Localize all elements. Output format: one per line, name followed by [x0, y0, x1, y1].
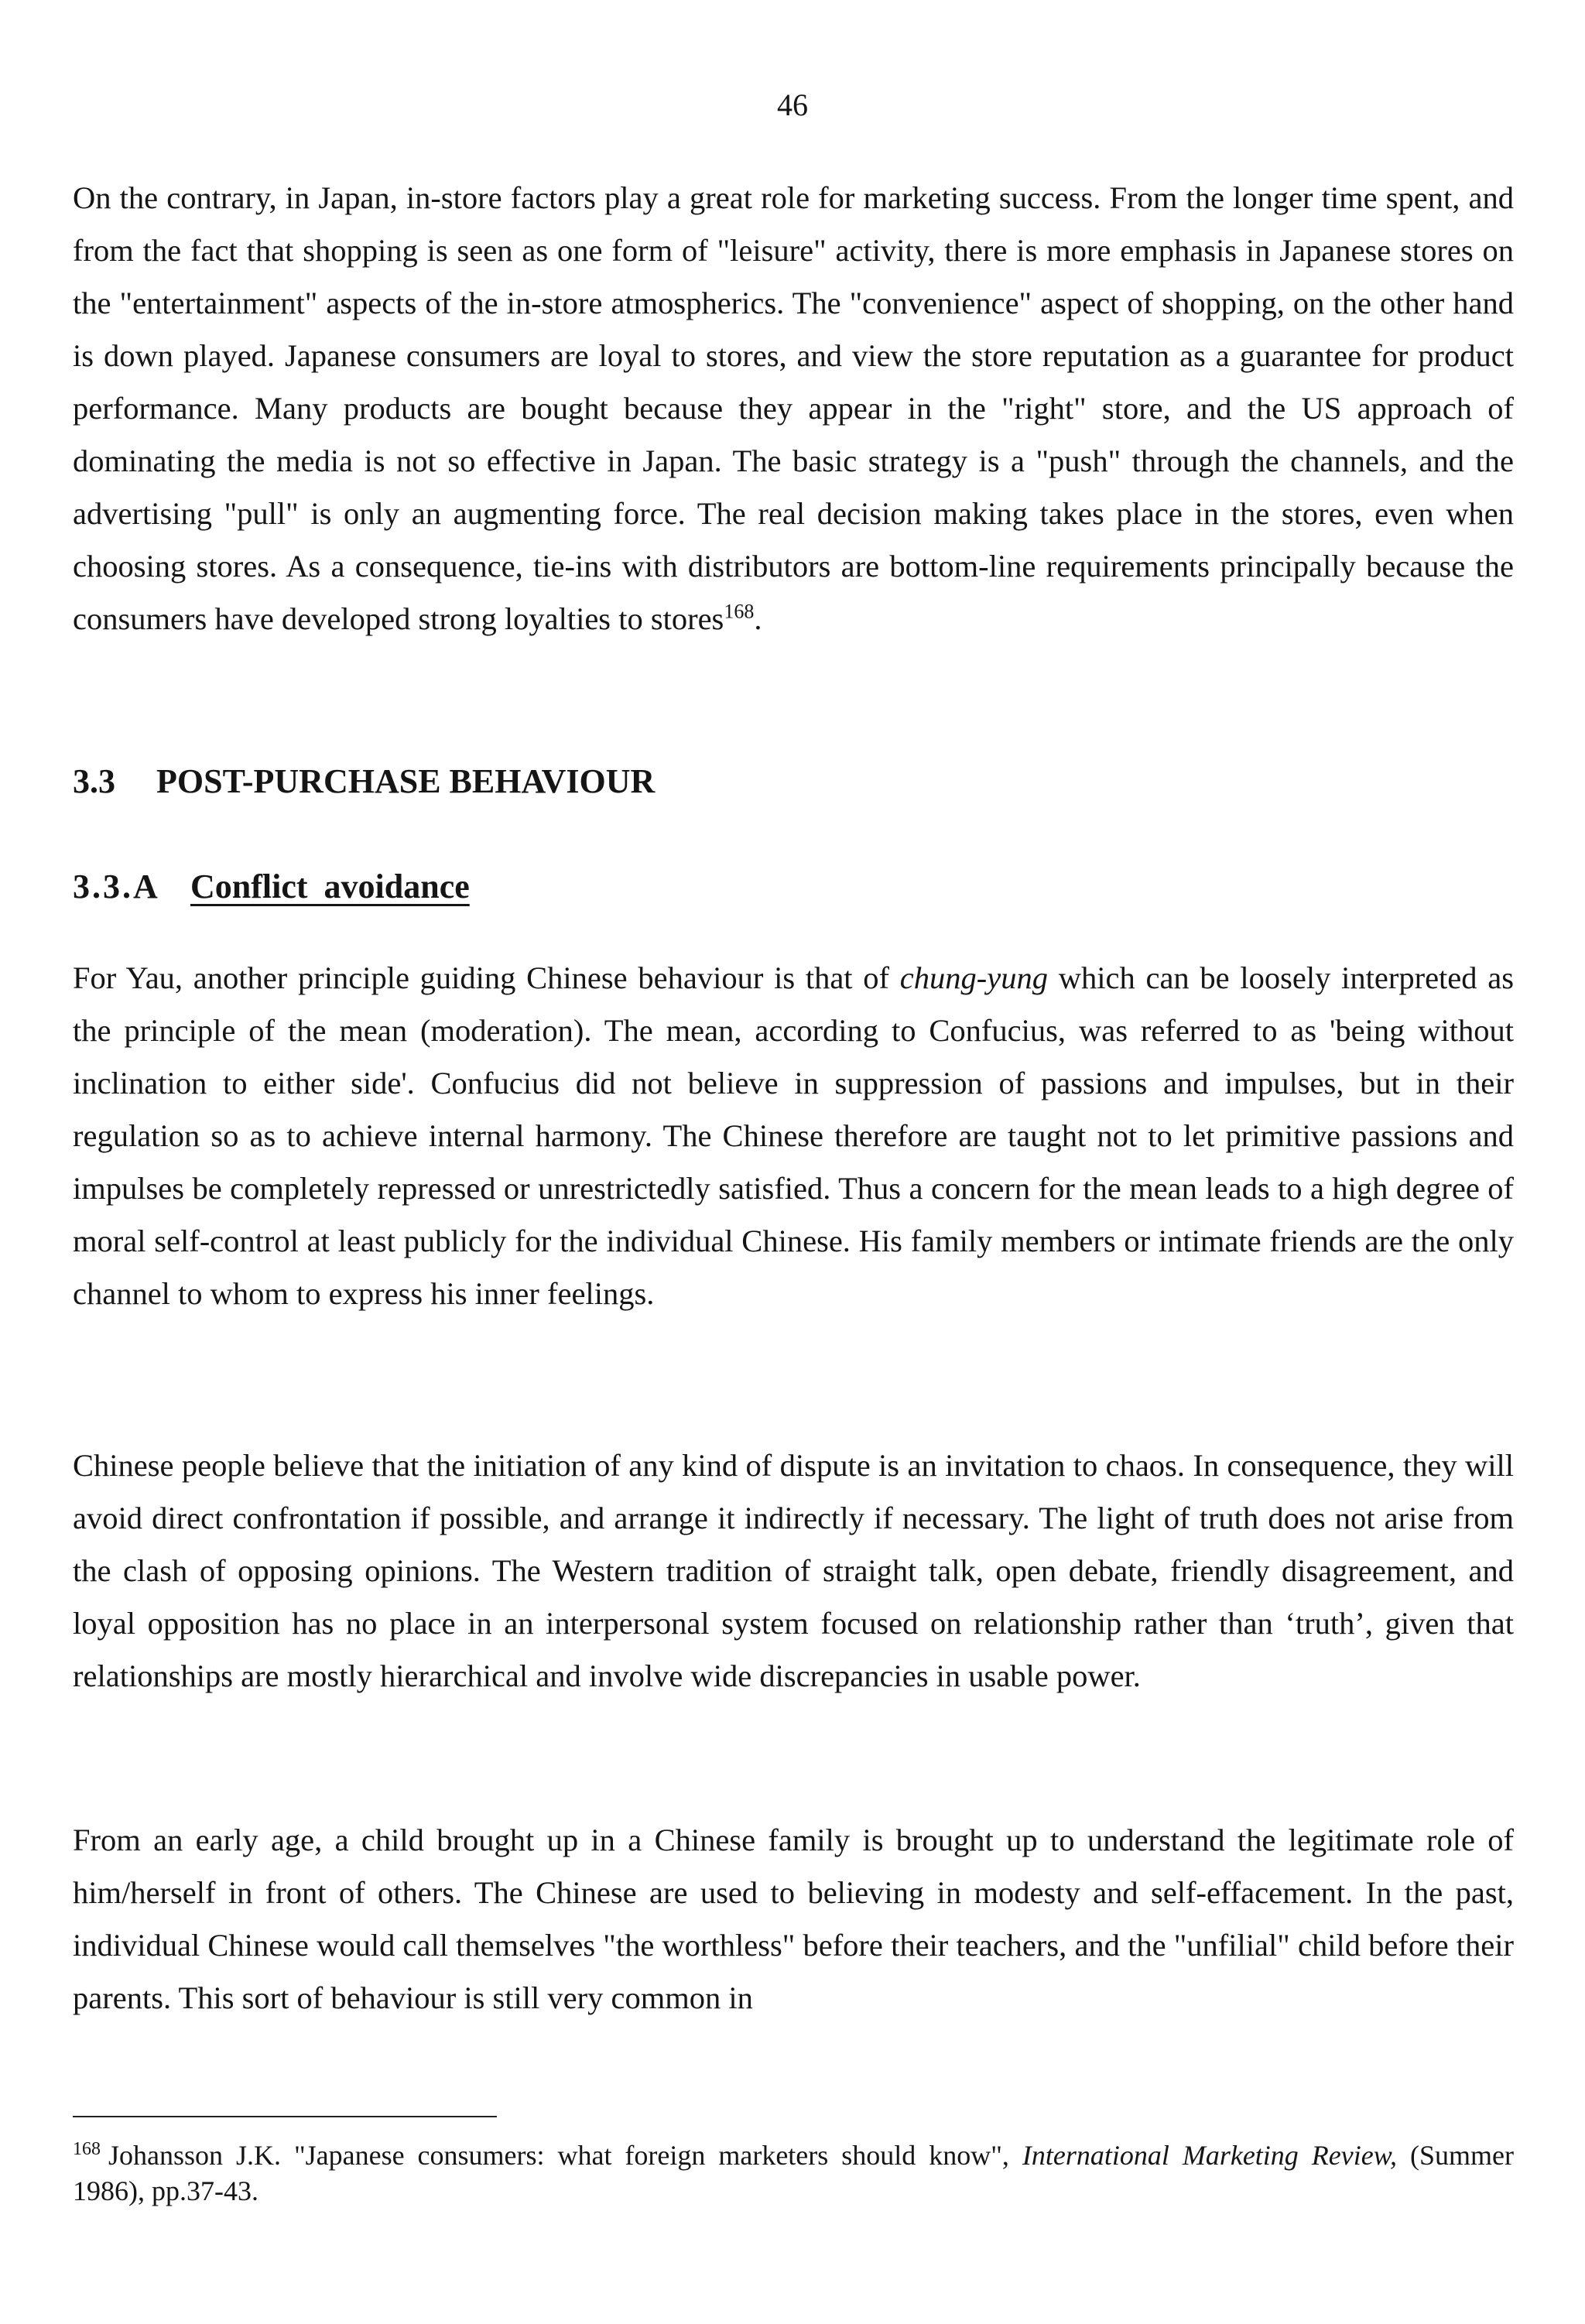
paragraph-text: On the contrary, in Japan, in-store factors play a great role for marketing success. From the longer time spent, and from the fact that shopping is seen as one form of "leisure" activity, there is more emphasis in Japanese stores on the "entertainment" aspects of the in-store atmospherics. The "convenience" aspect of shopping, on the other hand is down played. Japanese consumers are loyal to stores, and view the store reputation as a guarantee for product performance. Many products are bought because they appear in the "right" store, and the US approach of dominating the media is not so effective in Japan. The basic strategy is a "push" through the channels, and the advertising "pull" is only an augmenting force. The real decision making takes place in the stores, even when choosing stores. As a consequence, tie-ins with distributors are bottom-line requirements principally because the consumers have developed strong loyalties to stores — [73, 180, 1514, 636]
footnote-text-end: (Summer 1986), pp.37-43. — [73, 2140, 1514, 2206]
sentence-end: . — [754, 601, 762, 636]
footnote-number: 168 — [73, 2139, 101, 2159]
footnote-journal: International Marketing Review, — [1022, 2140, 1398, 2171]
page-number: 46 — [777, 87, 808, 122]
footnote-reference[interactable]: 168 — [724, 600, 755, 623]
paragraph-in-store-factors — [73, 172, 1514, 645]
subsection-title: Conflict avoidance — [190, 868, 470, 905]
paragraph-text: Chinese people believe that the initiation of any kind of dispute is an invitation to chaos. In consequence, they will avoid direct confrontation if possible, and arrange it indirectly if necessary. The light of truth does not arise from the clash of opposing opinions. The Western tradition of straight talk, open debate, friendly disagreement, and loyal opposition has no place in an interpersonal system focused on relationship rather than ‘truth’, given that relationships are mostly hierarchical and involve wide discrepancies in usable power. — [73, 1448, 1514, 1693]
paragraph-text-start: For Yau, another principle guiding Chinese behaviour is that of — [73, 960, 900, 995]
italic-term: chung-yung — [899, 960, 1048, 995]
section-title: POST-PURCHASE BEHAVIOUR — [156, 762, 656, 800]
footnote-separator — [73, 2116, 497, 2117]
footnote — [73, 2137, 1514, 2209]
section-number: 3.3 — [73, 762, 115, 800]
paragraph-text: From an early age, a child brought up in a Chinese family is brought up to understand the legitimate role of him/herself in front of others. The Chinese are used to believing in modesty and self-effacement. In the past, individual Chinese would call themselves "the worthless" before their teachers, and the "unfilial" child before their parents. This sort of behaviour is still very common in — [73, 1823, 1514, 2015]
footnote-text-start: Johansson J.K. "Japanese consumers: what foreign marketers should know", — [108, 2140, 1022, 2171]
paragraph-early-age — [73, 1814, 1514, 2025]
section-heading — [73, 760, 655, 803]
paragraph-text-rest: which can be loosely interpreted as the principle of the mean (moderation). The mean, according to Confucius, was referred to as 'being without inclination to either side'. Confucius did not believe in suppression of passions and impulses, but in their regulation so as to achieve internal harmony. The Chinese therefore are taught not to let primitive passions and impulses be completely repressed or unrestrictedly satisfied. Thus a concern for the mean leads to a high degree of moral self-control at least publicly for the individual Chinese. His family members or intimate friends are the only channel to whom to express his inner feelings. — [73, 960, 1515, 1311]
subsection-number: 3.3.A — [73, 868, 160, 905]
subsection-heading — [73, 865, 470, 909]
paragraph-dispute — [73, 1439, 1514, 1703]
paragraph-chung-yung — [73, 952, 1514, 1320]
